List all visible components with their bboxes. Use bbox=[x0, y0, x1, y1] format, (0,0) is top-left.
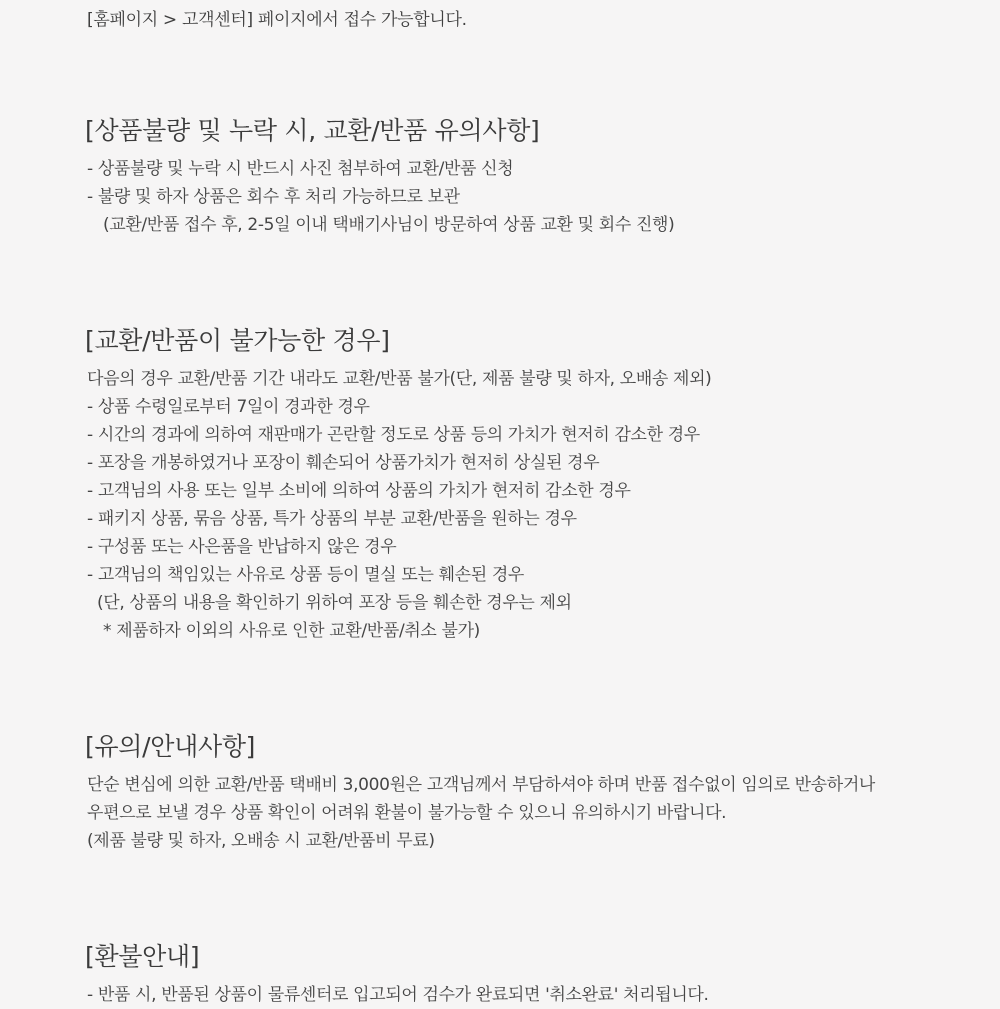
paragraph-line: 단순 변심에 의한 교환/반품 택배비 3,000원은 고객님께서 부담하셔야 하며 반품 접수없이 임의로 반송하거나 bbox=[87, 775, 875, 795]
list-item-note: (교환/반품 접수 후, 2-5일 이내 택배기사님이 방문하여 상품 교환 및 회수 진행) bbox=[103, 215, 675, 235]
list-item: - 고객님의 사용 또는 일부 소비에 의하여 상품의 가치가 현저히 감소한 경우 bbox=[87, 481, 631, 501]
list-item: - 시간의 경과에 의하여 재판매가 곤란할 정도로 상품 등의 가치가 현저히 감소한 경우 bbox=[87, 425, 700, 445]
refund-section bbox=[87, 940, 967, 1009]
section-body bbox=[87, 155, 967, 239]
list-item: - 고객님의 책임있는 사유로 상품 등이 멸실 또는 훼손된 경우 bbox=[87, 565, 524, 585]
list-item: - 상품불량 및 누락 시 반드시 사진 첨부하여 교환/반품 신청 bbox=[87, 159, 514, 179]
list-item-note: (단, 상품의 내용을 확인하기 위하여 포장 등을 훼손한 경우는 제외 bbox=[97, 593, 572, 613]
section-body bbox=[87, 771, 967, 855]
intro-text: [홈페이지 > 고객센터] 페이지에서 접수 가능합니다. bbox=[87, 10, 467, 30]
section-heading: [교환/반품이 불가능한 경우] bbox=[85, 326, 390, 355]
list-item-note: * 제품하자 이외의 사유로 인한 교환/반품/취소 불가) bbox=[103, 621, 480, 641]
section-intro-line: 다음의 경우 교환/반품 기간 내라도 교환/반품 불가(단, 제품 불량 및 하자, 오배송 제외) bbox=[87, 369, 712, 389]
section-heading: [유의/안내사항] bbox=[85, 732, 256, 761]
non-returnable-section bbox=[87, 324, 967, 645]
section-heading: [상품불량 및 누락 시, 교환/반품 유의사항] bbox=[85, 116, 540, 145]
list-item: - 상품 수령일로부터 7일이 경과한 경우 bbox=[87, 397, 370, 417]
list-item: - 불량 및 하자 상품은 회수 후 처리 가능하므로 보관 bbox=[87, 187, 460, 207]
list-item: - 반품 시, 반품된 상품이 물류센터로 입고되어 검수가 완료되면 '취소완료' 처리됩니다. bbox=[87, 985, 709, 1005]
caution-section bbox=[87, 730, 967, 855]
defect-notice-section bbox=[87, 114, 967, 239]
paragraph-line: (제품 불량 및 하자, 오배송 시 교환/반품비 무료) bbox=[87, 831, 435, 851]
section-body bbox=[87, 981, 967, 1009]
list-item: - 포장을 개봉하였거나 포장이 훼손되어 상품가치가 현저히 상실된 경우 bbox=[87, 453, 600, 473]
section-heading: [환불안내] bbox=[85, 942, 200, 971]
list-item: - 구성품 또는 사은품을 반납하지 않은 경우 bbox=[87, 537, 397, 557]
list-item: - 패키지 상품, 묶음 상품, 특가 상품의 부분 교환/반품을 원하는 경우 bbox=[87, 509, 577, 529]
section-body bbox=[87, 365, 967, 645]
paragraph-line: 우편으로 보낼 경우 상품 확인이 어려워 환불이 불가능할 수 있으니 유의하시기 바랍니다. bbox=[87, 803, 727, 823]
